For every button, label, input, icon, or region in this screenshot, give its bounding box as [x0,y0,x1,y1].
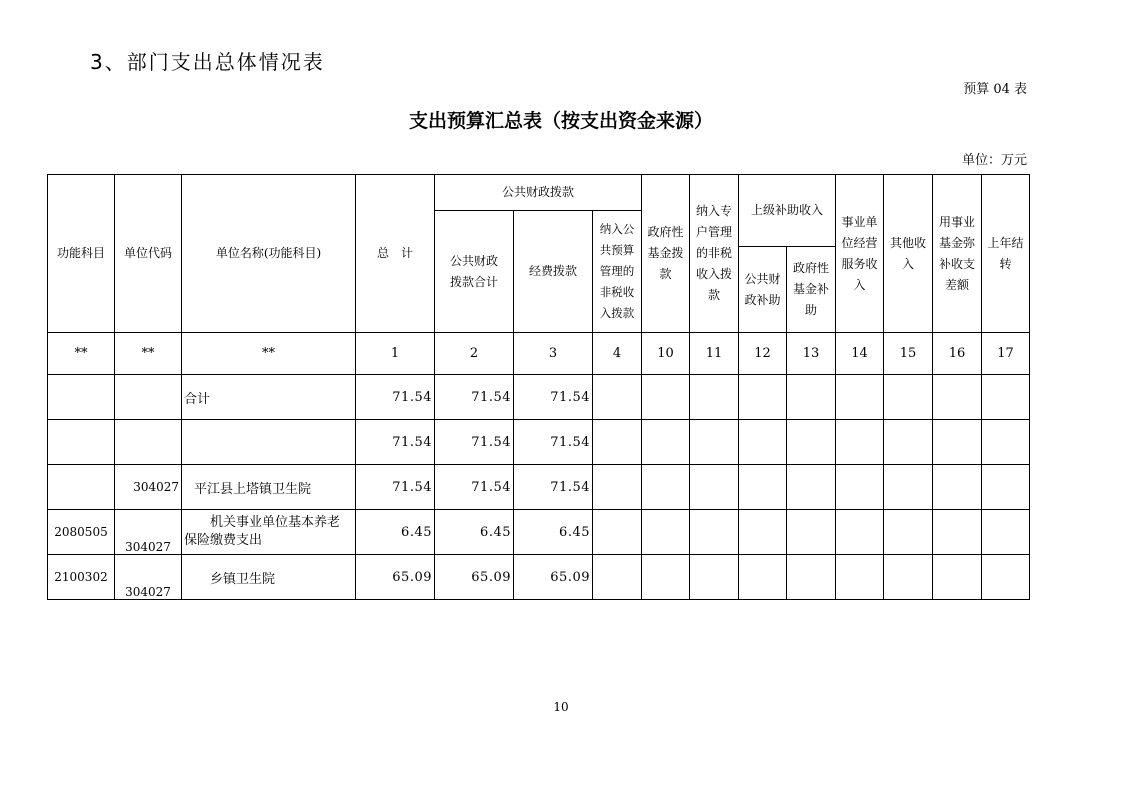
header-unit-code: 单位代码 [115,175,182,333]
empty-cell [982,465,1030,510]
func-subject-cell: 2080505 [48,510,115,555]
empty-cell [593,375,642,420]
empty-cell [933,375,982,420]
expense-alloc-cell: 71.54 [514,420,593,465]
unit-name-line: 保险缴费支出 [184,533,263,548]
public-fiscal-total-cell: 71.54 [435,465,514,510]
empty-cell [593,510,642,555]
total-cell: 65.09 [356,555,435,600]
header-public-subsidy: 公共财政补助 [739,247,787,333]
unit-label: 单位：万元 [961,153,1027,168]
expense-alloc-cell: 71.54 [514,465,593,510]
total-cell: 71.54 [356,375,435,420]
index-cell: 2 [435,333,514,375]
empty-cell [739,555,787,600]
func-subject-cell: 2100302 [48,555,115,600]
header-unit-name: 单位名称(功能科目) [182,175,356,333]
empty-cell [884,510,933,555]
empty-cell [593,420,642,465]
empty-cell [787,510,836,555]
header-nontax-public: 纳入公共预算管理的非税收入拨款 [593,211,642,333]
index-cell: ** [182,333,356,375]
index-cell: 10 [642,333,690,375]
empty-cell [642,510,690,555]
empty-cell [787,465,836,510]
index-cell: 16 [933,333,982,375]
empty-cell [690,510,739,555]
section-title: 3、部门支出总体情况表 [90,50,325,74]
header-fund-offset: 用事业基金弥补收支差额 [933,175,982,333]
empty-cell [836,555,884,600]
index-cell: 11 [690,333,739,375]
table-row [48,465,1030,510]
expense-alloc-cell: 65.09 [514,555,593,600]
index-cell: 3 [514,333,593,375]
empty-cell [933,465,982,510]
empty-cell [739,510,787,555]
unit-name-line: 机关事业单位基本养老 [210,515,341,530]
form-number: 预算 04 表 [963,82,1027,97]
empty-cell [690,375,739,420]
func-subject-cell [48,420,115,465]
budget-table [47,174,1030,600]
func-subject-cell [48,375,115,420]
empty-cell [593,555,642,600]
index-row [48,333,1030,375]
expense-alloc-cell: 6.45 [514,510,593,555]
header-func-subject: 功能科目 [48,175,115,333]
empty-cell [690,420,739,465]
empty-cell [933,555,982,600]
empty-cell [933,420,982,465]
table-row [48,555,1030,600]
func-subject-cell [48,465,115,510]
empty-cell [690,555,739,600]
public-fiscal-total-cell: 6.45 [435,510,514,555]
empty-cell [642,555,690,600]
empty-cell [642,465,690,510]
index-cell: 1 [356,333,435,375]
unit-code-cell [115,375,182,420]
empty-cell [836,510,884,555]
empty-cell [836,420,884,465]
unit-name-cell [182,420,356,465]
empty-cell [787,375,836,420]
header-public-fiscal: 公共财政拨款 [435,175,642,211]
empty-cell [836,465,884,510]
index-cell: ** [48,333,115,375]
empty-cell [884,420,933,465]
unit-name-cell: 乡镇卫生院 [182,555,356,600]
index-cell: 12 [739,333,787,375]
empty-cell [593,465,642,510]
table-row [48,510,1030,555]
public-fiscal-total-cell: 65.09 [435,555,514,600]
empty-cell [884,555,933,600]
empty-cell [982,375,1030,420]
header-prior-balance: 上年结转 [982,175,1030,333]
index-cell: 14 [836,333,884,375]
empty-cell [642,420,690,465]
empty-cell [884,465,933,510]
header-business-income: 事业单位经营服务收入 [836,175,884,333]
empty-cell [739,465,787,510]
table-row [48,375,1030,420]
header-public-fiscal-total: 公共财政拨款合计 [435,211,514,333]
empty-cell [884,375,933,420]
total-cell: 6.45 [356,510,435,555]
empty-cell [690,465,739,510]
total-cell: 71.54 [356,465,435,510]
empty-cell [836,375,884,420]
header-nontax-special: 纳入专户管理的非税收入拨款 [690,175,739,333]
public-fiscal-total-cell: 71.54 [435,420,514,465]
page-number: 10 [553,700,569,714]
document-title: 支出预算汇总表（按支出资金来源） [408,110,713,132]
empty-cell [933,510,982,555]
empty-cell [642,375,690,420]
unit-name-cell [182,510,356,555]
table-row [48,420,1030,465]
header-superior-subsidy: 上级补助收入 [739,175,836,247]
unit-code-cell [115,420,182,465]
empty-cell [982,510,1030,555]
header-other-income: 其他收入 [884,175,933,333]
header-total: 总 计 [356,175,435,333]
index-cell: 4 [593,333,642,375]
empty-cell [982,555,1030,600]
empty-cell [739,375,787,420]
total-cell: 71.54 [356,420,435,465]
empty-cell [787,555,836,600]
index-cell: 15 [884,333,933,375]
index-cell: ** [115,333,182,375]
header-gov-fund-subsidy: 政府性基金补助 [787,247,836,333]
header-gov-fund: 政府性基金拨款 [642,175,690,333]
unit-code-cell: 304027 [115,465,182,510]
unit-name-cell: 平江县上塔镇卫生院 [182,465,356,510]
expense-alloc-cell: 71.54 [514,375,593,420]
header-expense-alloc: 经费拨款 [514,211,593,333]
unit-code-cell: 304027 [115,510,182,555]
index-cell: 13 [787,333,836,375]
empty-cell [982,420,1030,465]
public-fiscal-total-cell: 71.54 [435,375,514,420]
empty-cell [787,420,836,465]
index-cell: 17 [982,333,1030,375]
unit-name-cell: 合计 [182,375,356,420]
unit-code-cell: 304027 [115,555,182,600]
empty-cell [739,420,787,465]
